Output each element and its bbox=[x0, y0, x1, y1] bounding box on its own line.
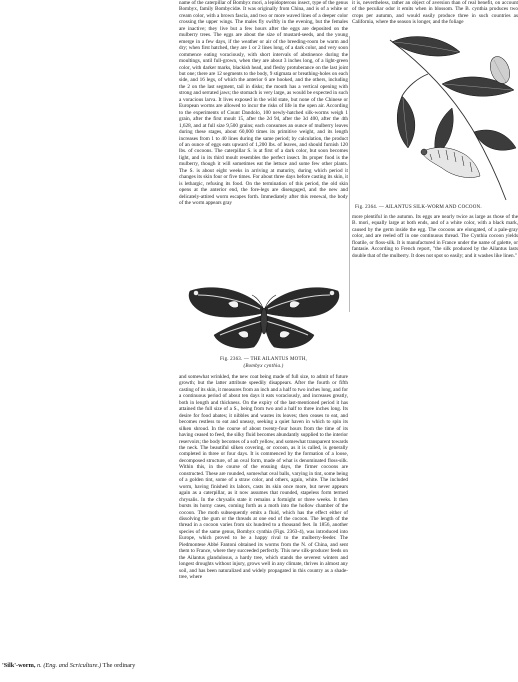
part-of-speech: n. bbox=[37, 662, 42, 669]
mid-column-top-text bbox=[179, 0, 348, 272]
right-column-bottom-text bbox=[352, 214, 518, 314]
entry-lead-text: The ordinary bbox=[102, 662, 136, 669]
moth-caption-text: Fig. 2363. — THE AILANTUS MOTH, bbox=[220, 357, 307, 362]
etymology: (Eng. and Scriculture.) bbox=[43, 662, 102, 669]
mid-column-bottom-text bbox=[179, 374, 348, 682]
headword: 'Silk'-worm, bbox=[2, 662, 36, 669]
worm-figure-caption bbox=[355, 205, 518, 212]
moth-subcaption-text: (Bombyx cynthia.) bbox=[243, 363, 284, 369]
dictionary-entry-heading bbox=[2, 662, 178, 670]
right-column-top-text bbox=[352, 0, 518, 34]
paragraph: and somewhat wrinkled, the new coat being made of full size, to admit of future growth; but the latter attribute speedily disappears. After the fourth or fifth casting of its skin, it measures from an inch and a half to two inches long, and for a continuous period of about ten days it eats voraciously, and increases greatly, both in length and thickness. On the expiry of the last-mentioned period it has attained the full size of a S., being from two and a half to three inches long. Its desire for food abates; it nibbles and wastes its leaves; then ceases to eat, and becomes restless to eat and uneasy, seeking a quiet haven in which to spin its silken shroud. In the course of about twenty-four hours from the time of its having ceased to feed, the silky fluid becomes abundantly supplied to the interior reservoirs; the body becomes of a soft yellow, and somewhat transparent towards the neck. The beautiful silken covering, or cocoon, as it is called, is generally completed in three or four days. It is commenced by the formation of a loose, decomposed structure, of an oval form, made of what is denominated floss-silk. Within this, in the course of the ensuing days, the firmer cocoons are constructed. These are rounded, somewhat oval balls, varying in tint, some being of a golden tint, some of a straw color, and others, again, white. The included worm, having finished its labors, casts its skin once more, but never appears again as a caterpillar, as it now assumes that rounded, stapeless form termed chrysalis. In the chrysalis state it remains a fortnight or three weeks. It then bursts its horny cases, coming forth as a moth into the hollow chamber of the cocoon. The moth subsequently emits a fluid, which has the effect either of dissolving the gum or the threads at one end of the cocoon. The length of the thread in a cocoon varies from six hundred to a thousand feet. In 1856, another species of the same genus, Bombyx cynthia (Figs. 2363-4), was introduced into Europe, which proved to be a happy rival to the mulberry-feeder. The Piedmontese Abbé Fantoni obtained its worms from the N. of China, and sent them to France, where they succeeded perfectly. This new silk-producer feeds on the Ailantus glandulosus, a hardy tree, which stands the severest winters and longest droughts without injury, grows well in any climate, thrives in almost any soil, and has been naturalized and widely propagated in this country as a shade-tree, where bbox=[179, 374, 348, 581]
paragraph: more plentiful in the autumn. Its eggs are nearly twice as large as those of the B. mori, equally large at both ends, and of a white color, with a black mark, caused by the germ inside the egg. The cocoons are elongated, of a pale-gray color, and are reeled off in one continuous thread. The Cynthia cocoon yields floatile, or floss-silk. It is manufactured in France under the name of galette, or fantasie. According to French report, "the silk produced by the Ailantus lasts double that of the mulberry. It does not spot so easily; and it washes like linen." bbox=[352, 214, 518, 259]
paragraph: name of the caterpillar of Bombyx mori, a lepidopterous insect, type of the genus Bombyx, family Bombycidæ. It was originally from China, and is of a white or cream color, with a brown fascia, and two or more waved lines of a deeper color crossing the upper wings. The males fly swiftly in the evening, but the females are inactive; they live but a few hours after the eggs are deposited on the mulberry trees. The eggs are about the size of mustard-seeds, and the young emerge in a few days, if the weather or air of the breeding-room be warm and dry; when first hatched, they are 1 or 2 lines long, of a dark color, and very soon commence eating voraciously, with short intervals of abstinence during the moultings, until full-grown, when they are about 3 inches long, of a light-green color, with darker marks, blackish head, and fleshy protuberance on the last joint but one; there are 12 segments to the body, 9 stigmata or breathing-holes on each side, and 16 legs, of which the anterior 6 are hooked, and the others, including the 2 on the last segment, tail in disks; the mouth has a vertical opening with strong and serrated jaws; the stomach is very large, as would be expected in such a voracious larva. It lives exposed in the wild state, but none of the Chinese or European worms are allowed to incur the risks of life in the open air. According to the experiments of Count Dandolo, 100 newly-hatched silk-worms weigh 1 grain, after the first moult 15, after the 2d 94, after the 3d 400, after the 4th 1,628, and at full size 9,500 grains; each consumes an ounce of mulberry leaves during these stages, about 60,000 times its primitive weight, and its length increases from 1 to 40 lines during the same period; by calculation, the product of an ounce of eggs eats upward of 1,200 lbs. of leaves, and should furnish 120 lbs. of cocoons. The caterpillar S. is at first of a dark color, but soon becomes light, and in its third moult resembles the perfect insect. Its proper food is the mulberry, though it will sometimes eat the lettuce and some few other plants. The S. is about eight weeks in arriving at maturity, during which period it changes its skin four or five times. For about three days before casting its skin, it is lethargic, refusing its food. On the termination of this period, the old skin opens at the anterior end, the fore-legs are disengaged, and the new and delicately-attired worm escapes forth. Immediately after this renewal, the body of the worm appears gray bbox=[179, 0, 348, 207]
silkworm-and-cocoon-illustration bbox=[382, 34, 518, 202]
column-divider bbox=[349, 36, 350, 312]
worm-caption-text: Fig. 2364. — AILANTUS SILK-WORM AND COCOON. bbox=[355, 205, 482, 210]
moth-figure-caption bbox=[179, 357, 348, 370]
ailantus-moth-illustration bbox=[184, 281, 344, 355]
paragraph: it is, nevertheless, rather an object of aversion than of real benefit, on account of the peculiar odor it emits when in blossom. The B. cynthia produces two crops per autumn, and would easily produce three in such countries as California, where the season is longer, and the foliage bbox=[352, 0, 518, 26]
